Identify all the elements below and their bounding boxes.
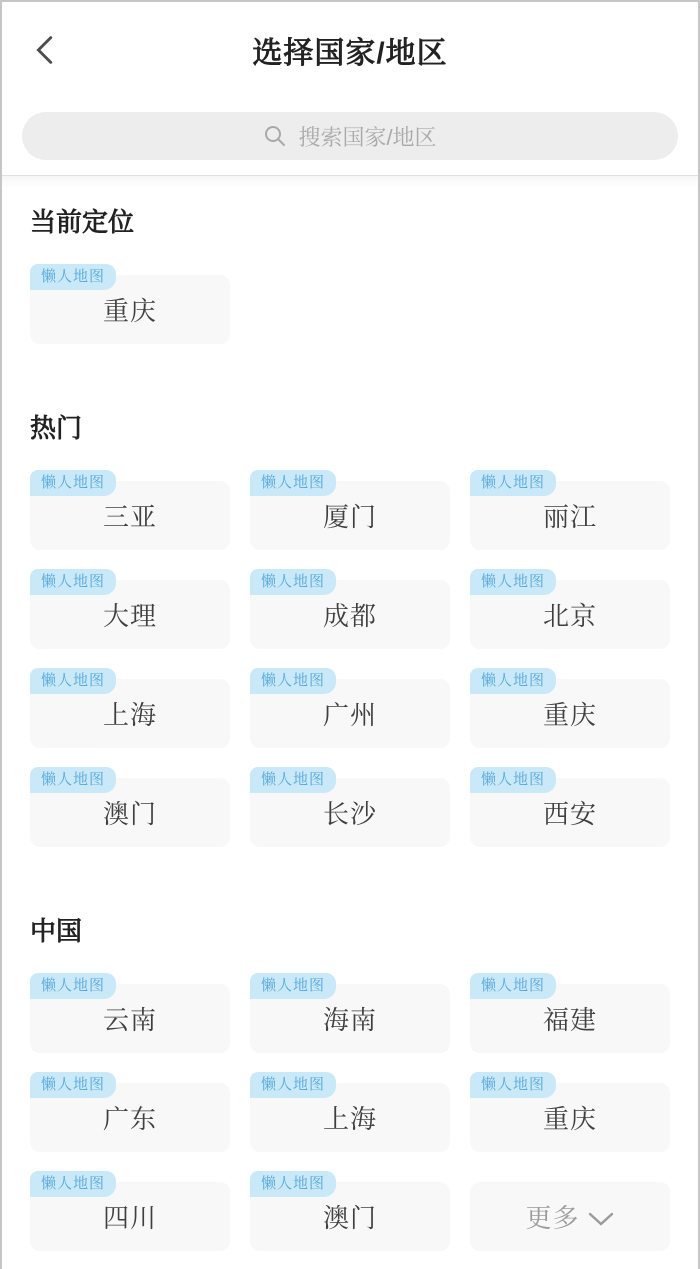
region-card[interactable] xyxy=(470,1072,670,1152)
more-button[interactable] xyxy=(470,1171,670,1251)
region-name: 长沙 xyxy=(322,799,377,829)
lazy-map-badge: 懒人地图 xyxy=(250,470,336,496)
search-placeholder: 搜索国家/地区 xyxy=(298,124,437,150)
search-bar-container xyxy=(2,98,698,160)
content xyxy=(2,176,698,1269)
region-card[interactable] xyxy=(470,668,670,748)
region-card[interactable] xyxy=(250,470,450,550)
lazy-map-badge: 懒人地图 xyxy=(250,973,336,999)
region-name: 大理 xyxy=(102,601,157,631)
region-section xyxy=(30,206,670,344)
region-card[interactable] xyxy=(250,1072,450,1152)
region-name: 福建 xyxy=(542,1005,597,1035)
region-section xyxy=(30,915,670,1251)
chevron-left-icon xyxy=(27,31,65,69)
region-name: 广东 xyxy=(102,1104,157,1134)
region-grid xyxy=(30,264,670,344)
region-name: 成都 xyxy=(322,601,377,631)
region-card[interactable] xyxy=(470,767,670,847)
lazy-map-badge: 懒人地图 xyxy=(250,1171,336,1197)
region-card[interactable] xyxy=(30,767,230,847)
region-card[interactable] xyxy=(470,973,670,1053)
lazy-map-badge: 懒人地图 xyxy=(250,569,336,595)
lazy-map-badge: 懒人地图 xyxy=(470,470,556,496)
search-input[interactable] xyxy=(22,112,678,160)
region-card[interactable] xyxy=(30,1072,230,1152)
region-name: 厦门 xyxy=(322,502,377,532)
region-name: 四川 xyxy=(102,1203,157,1233)
region-name: 西安 xyxy=(542,799,597,829)
more-label: 更多 xyxy=(525,1203,580,1233)
region-name: 澳门 xyxy=(102,799,157,829)
section-title: 热门 xyxy=(30,413,83,443)
region-grid xyxy=(30,973,670,1251)
region-name: 上海 xyxy=(102,700,157,730)
region-name: 广州 xyxy=(322,700,377,730)
region-card[interactable] xyxy=(470,569,670,649)
region-name: 上海 xyxy=(322,1104,377,1134)
lazy-map-badge: 懒人地图 xyxy=(470,668,556,694)
lazy-map-badge: 懒人地图 xyxy=(470,973,556,999)
lazy-map-badge: 懒人地图 xyxy=(470,569,556,595)
lazy-map-badge: 懒人地图 xyxy=(250,668,336,694)
region-grid xyxy=(30,470,670,847)
region-name: 海南 xyxy=(322,1005,377,1035)
region-card[interactable] xyxy=(470,470,670,550)
lazy-map-badge: 懒人地图 xyxy=(30,1171,116,1197)
region-name: 重庆 xyxy=(102,296,157,326)
region-name: 重庆 xyxy=(542,1104,597,1134)
region-name: 澳门 xyxy=(322,1203,377,1233)
lazy-map-badge: 懒人地图 xyxy=(470,767,556,793)
region-section xyxy=(30,412,670,847)
lazy-map-badge: 懒人地图 xyxy=(250,1072,336,1098)
section-title: 中国 xyxy=(30,916,83,946)
region-card[interactable] xyxy=(30,668,230,748)
lazy-map-badge: 懒人地图 xyxy=(30,470,116,496)
region-card[interactable] xyxy=(250,1171,450,1251)
region-name: 北京 xyxy=(542,601,597,631)
chevron-down-icon xyxy=(587,1211,615,1227)
region-card[interactable] xyxy=(250,668,450,748)
lazy-map-badge: 懒人地图 xyxy=(470,1072,556,1098)
more-card-body xyxy=(470,1182,670,1251)
region-card[interactable] xyxy=(250,973,450,1053)
lazy-map-badge: 懒人地图 xyxy=(30,569,116,595)
lazy-map-badge: 懒人地图 xyxy=(250,767,336,793)
region-card[interactable] xyxy=(30,470,230,550)
region-card[interactable] xyxy=(250,569,450,649)
region-name: 丽江 xyxy=(542,502,597,532)
back-button[interactable] xyxy=(24,28,68,72)
region-card[interactable] xyxy=(30,569,230,649)
region-card[interactable] xyxy=(30,1171,230,1251)
region-name: 云南 xyxy=(102,1005,157,1035)
region-card[interactable] xyxy=(250,767,450,847)
region-card[interactable] xyxy=(30,264,230,344)
lazy-map-badge: 懒人地图 xyxy=(30,973,116,999)
lazy-map-badge: 懒人地图 xyxy=(30,668,116,694)
lazy-map-badge: 懒人地图 xyxy=(30,767,116,793)
lazy-map-badge: 懒人地图 xyxy=(30,1072,116,1098)
section-title: 当前定位 xyxy=(30,207,135,237)
region-name: 重庆 xyxy=(542,700,597,730)
lazy-map-badge: 懒人地图 xyxy=(30,264,116,290)
search-icon xyxy=(263,124,287,148)
page-title: 选择国家/地区 xyxy=(252,37,448,70)
header xyxy=(2,2,698,98)
country-region-picker-screen xyxy=(2,2,698,1269)
region-name: 三亚 xyxy=(102,502,157,532)
region-card[interactable] xyxy=(30,973,230,1053)
